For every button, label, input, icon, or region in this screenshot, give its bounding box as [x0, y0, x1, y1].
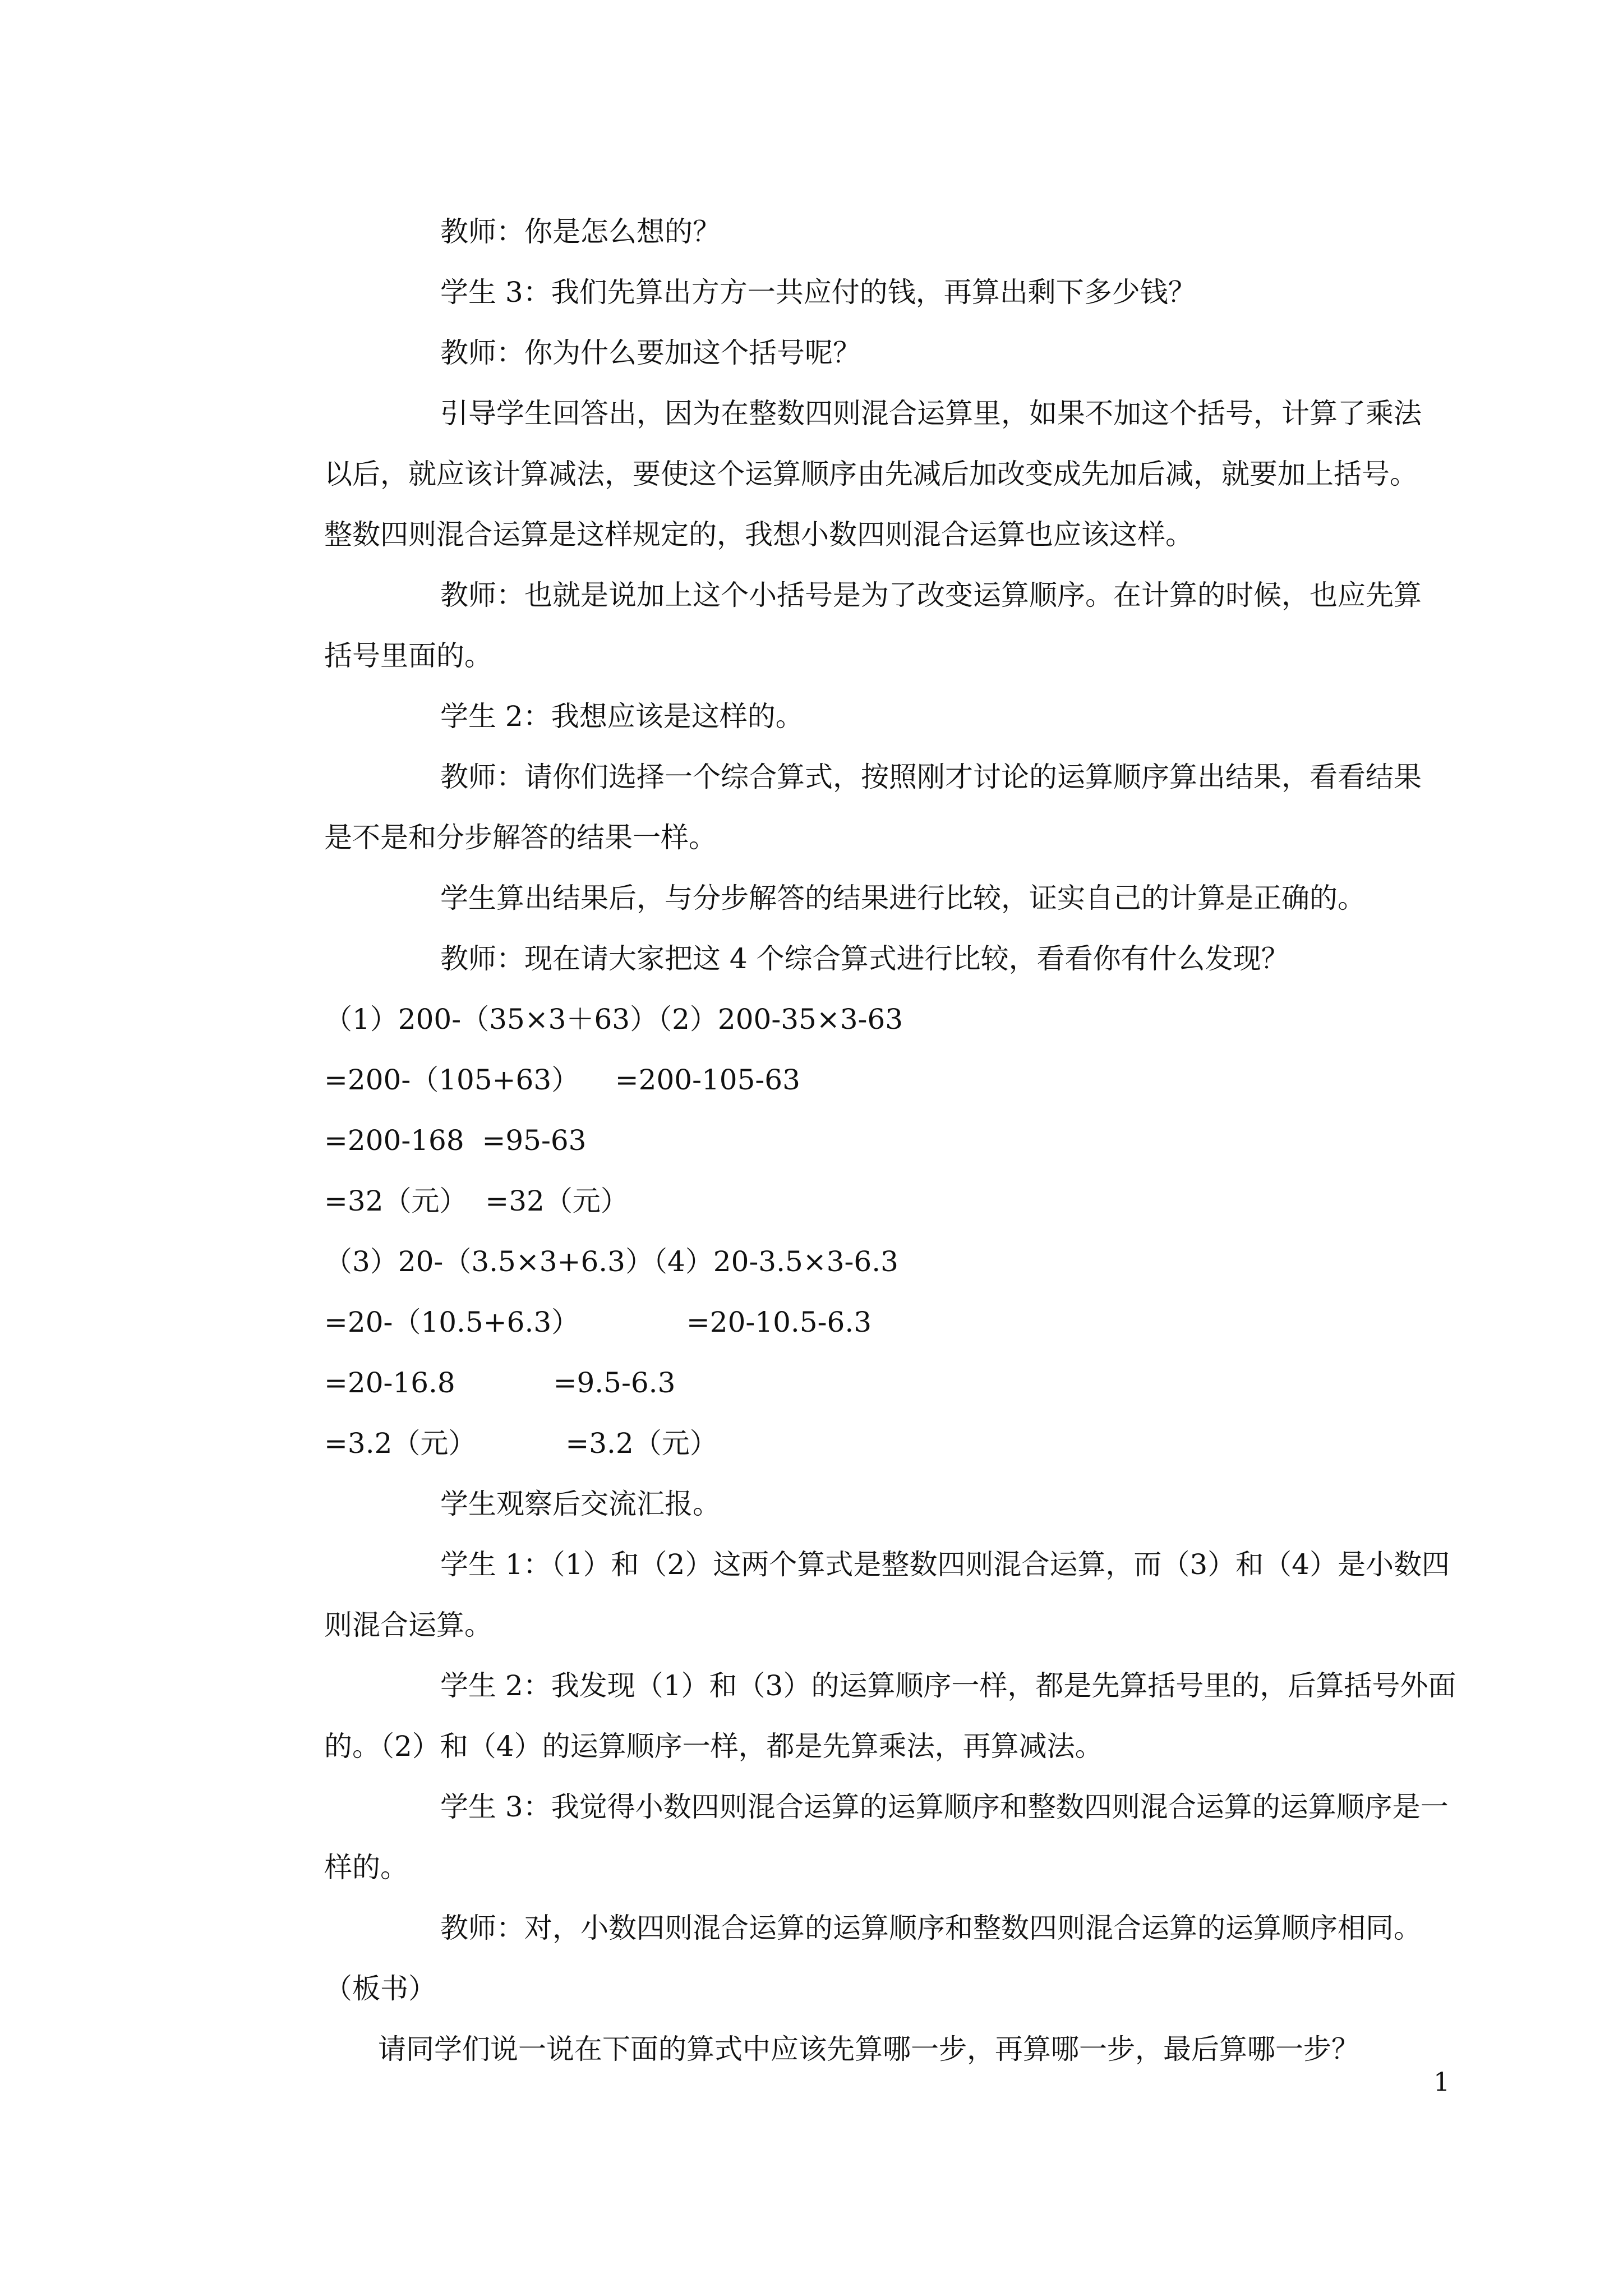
paragraph-line: 括号里面的。	[324, 639, 492, 672]
paragraph-line: 请同学们说一说在下面的算式中应该先算哪一步，再算哪一步，最后算哪一步？	[378, 2033, 1359, 2065]
equation-line: =200-（105+63） =200-105-63	[324, 1064, 800, 1096]
paragraph-line: 样的。	[324, 1851, 408, 1884]
paragraph-line: 的。（2）和（4）的运算顺序一样，都是先算乘法，再算减法。	[324, 1730, 1103, 1763]
equation-line: =20-（10.5+6.3） =20-10.5-6.3	[324, 1306, 872, 1338]
dialogue-line: 学生 2：我发现（1）和（3）的运算顺序一样，都是先算括号里的，后算括号外面	[440, 1669, 1456, 1702]
dialogue-line: 教师：请你们选择一个综合算式，按照刚才讨论的运算顺序算出结果，看看结果	[440, 761, 1422, 793]
dialogue-line: 教师：现在请大家把这 4 个综合算式进行比较，看看你有什么发现？	[440, 942, 1289, 975]
dialogue-line: 学生 1：（1）和（2）这两个算式是整数四则混合运算，而（3）和（4）是小数四	[440, 1548, 1450, 1581]
paragraph-line: 整数四则混合运算是这样规定的，我想小数四则混合运算也应该这样。	[324, 518, 1193, 551]
dialogue-line: 教师：你是怎么想的？	[440, 215, 721, 248]
equation-line: （3）20-（3.5×3+6.3）（4）20-3.5×3-6.3	[324, 1245, 898, 1278]
dialogue-line: 教师：你为什么要加这个括号呢？	[440, 337, 861, 369]
dialogue-line: 学生 3：我觉得小数四则混合运算的运算顺序和整数四则混合运算的运算顺序是一	[440, 1791, 1449, 1823]
dialogue-line: 教师：对，小数四则混合运算的运算顺序和整数四则混合运算的运算顺序相同。	[440, 1912, 1422, 1944]
dialogue-line: 学生 2：我想应该是这样的。	[440, 700, 804, 733]
paragraph-line: 是不是和分步解答的结果一样。	[324, 821, 717, 854]
equation-line: =32（元） =32（元）	[324, 1185, 629, 1217]
dialogue-line: 学生 3：我们先算出方方一共应付的钱，再算出剩下多少钱？	[440, 276, 1196, 309]
equation-line: =200-168 =95-63	[324, 1124, 587, 1157]
page-number: 1	[1433, 2067, 1450, 2097]
paragraph-line: 学生算出结果后，与分步解答的结果进行比较，证实自己的计算是正确的。	[440, 882, 1366, 914]
paragraph-line: （板书）	[324, 1972, 436, 2005]
paragraph-line: 引导学生回答出，因为在整数四则混合运算里，如果不加这个括号，计算了乘法	[440, 397, 1422, 430]
paragraph-line: 以后，就应该计算减法，要使这个运算顺序由先减后加改变成先加后减，就要加上括号。	[324, 458, 1418, 490]
equation-line: =3.2（元） =3.2（元）	[324, 1427, 718, 1460]
paragraph-line: 则混合运算。	[324, 1609, 492, 1641]
equation-line: =20-16.8 =9.5-6.3	[324, 1366, 676, 1399]
paragraph-line: 学生观察后交流汇报。	[440, 1488, 721, 1520]
equation-line: （1）200-（35×3＋63）（2）200-35×3-63	[324, 1003, 903, 1036]
dialogue-line: 教师：也就是说加上这个小括号是为了改变运算顺序。在计算的时候，也应先算	[440, 579, 1422, 611]
